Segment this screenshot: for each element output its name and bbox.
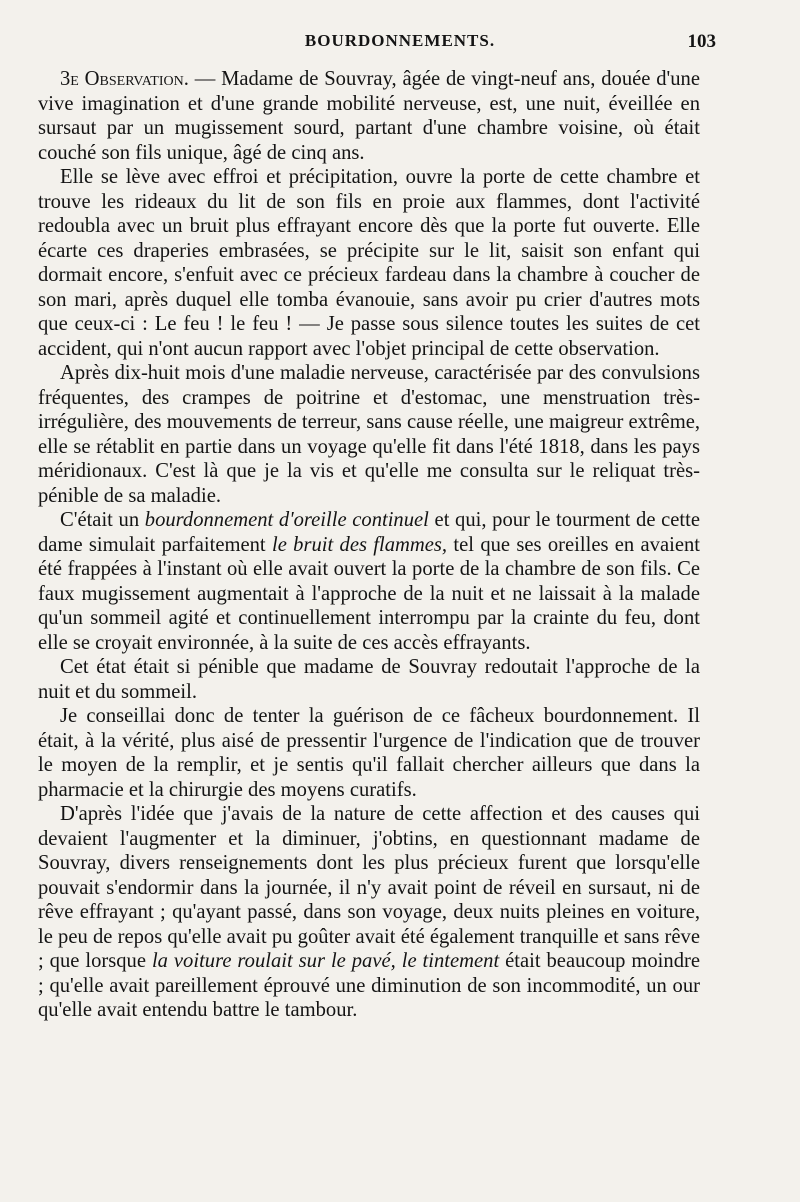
paragraph-text: était beaucoup moindre ; qu'elle avait pareillement éprouvé une diminution de son incommodité, un our qu'elle avait entendu battre le tambour. xyxy=(38,950,700,1021)
paragraph-text: tel que ses oreilles en avaient été frappées à l'instant où elle avait ouvert la porte de la chambre de son fils. Ce faux mugissement augmentait à l'approche de la nuit et ne laissait à la malade qu'un sommeil agité et continuellement interrompu par la crainte du feu, dont elle se croyait environnée, à la suite de ces accès effrayants. xyxy=(38,533,701,654)
paragraph xyxy=(38,67,700,165)
paragraph xyxy=(38,704,700,802)
paragraph-text: et qui, pour le tourment de cette dame simulait parfaitement xyxy=(38,509,700,556)
paragraph-text: Cet état était si pénible que madame de Souvray redoutait l'approche de la nuit et du sommeil. xyxy=(38,656,700,703)
paragraph xyxy=(38,361,700,508)
italic-phrase: le bruit des flammes, xyxy=(271,533,448,556)
body-text xyxy=(38,67,700,1023)
paragraph xyxy=(38,165,700,361)
paragraph-text: C'était un xyxy=(60,509,145,531)
paragraph-text: — Madame de Souvray, âgée de vingt-neuf ans, douée d'une vive imagination et d'une grande mobilité nerveuse, est, une nuit, éveillée en sursaut par un mugissement sourd, partant d'une chambre voisine, où était couché son fils unique, âgé de cinq ans. xyxy=(38,68,700,164)
page-header xyxy=(0,31,800,55)
paragraph xyxy=(38,655,700,704)
paragraph-text: Après dix-huit mois d'une maladie nerveuse, caractérisée par des convulsions fréquentes, des crampes de poitrine et d'estomac, une menstruation très-irrégulière, des mouvements de terreur, sans cause réelle, une maigreur extrême, elle se rétablit en partie dans un voyage qu'elle fit dans l'été 1818, dans les pays méridionaux. C'est là que je la vis et qu'elle me consulta sur le reliquat très-pénible de sa maladie. xyxy=(38,362,700,507)
running-head: BOURDONNEMENTS. xyxy=(304,31,496,50)
paragraph-text: Elle se lève avec effroi et précipitation, ouvre la porte de cette chambre et trouve les rideaux du lit de son fils en proie aux flammes, dont l'activité redoubla avec un bruit plus effrayant encore dès que la porte fut ouverte. Elle écarte ces draperies embrasées, se précipite sur le lit, saisit son enfant qui dormait encore, s'enfuit avec ce précieux fardeau dans la chambre à coucher de son mari, après duquel elle tomba évanouie, sans avoir pu crier d'autres mots que ceux-ci : Le feu ! le feu ! — Je passe sous silence toutes les suites de cet accident, qui n'ont aucun rapport avec l'objet principal de cette observation. xyxy=(38,166,700,360)
paragraph-text: Je conseillai donc de tenter la guérison de ce fâcheux bourdonnement. Il était, à la vérité, plus aisé de pressentir l'urgence de l'indication que de trouver le moyen de la remplir, et je sentis qu'il fallait chercher ailleurs que dans la pharmacie et la chirurgie des moyens curatifs. xyxy=(38,705,700,801)
paragraph xyxy=(38,508,700,655)
paragraph-text: D'après l'idée que j'avais de la nature de cette affection et des causes qui devaient l'augmenter et la diminuer, j'obtins, en questionnant madame de Souvray, divers renseignements dont les plus précieux furent que lorsqu'elle pouvait s'endormir dans la journée, il n'y avait point de réveil en sursaut, ni de rêve effrayant ; qu'ayant passé, dans son voyage, deux nuits pleines en voiture, le peu de repos qu'elle avait pu goûter avait été également tranquille et sans rêve ; que lorsque xyxy=(38,803,700,972)
page-number: 103 xyxy=(687,31,716,52)
observation-heading: 3e Observation. xyxy=(60,68,189,90)
paragraph xyxy=(38,802,700,1023)
italic-phrase: la voiture roulait sur le pavé, le tintement xyxy=(151,950,500,972)
italic-phrase: bourdonnement d'oreille continuel xyxy=(144,509,429,531)
